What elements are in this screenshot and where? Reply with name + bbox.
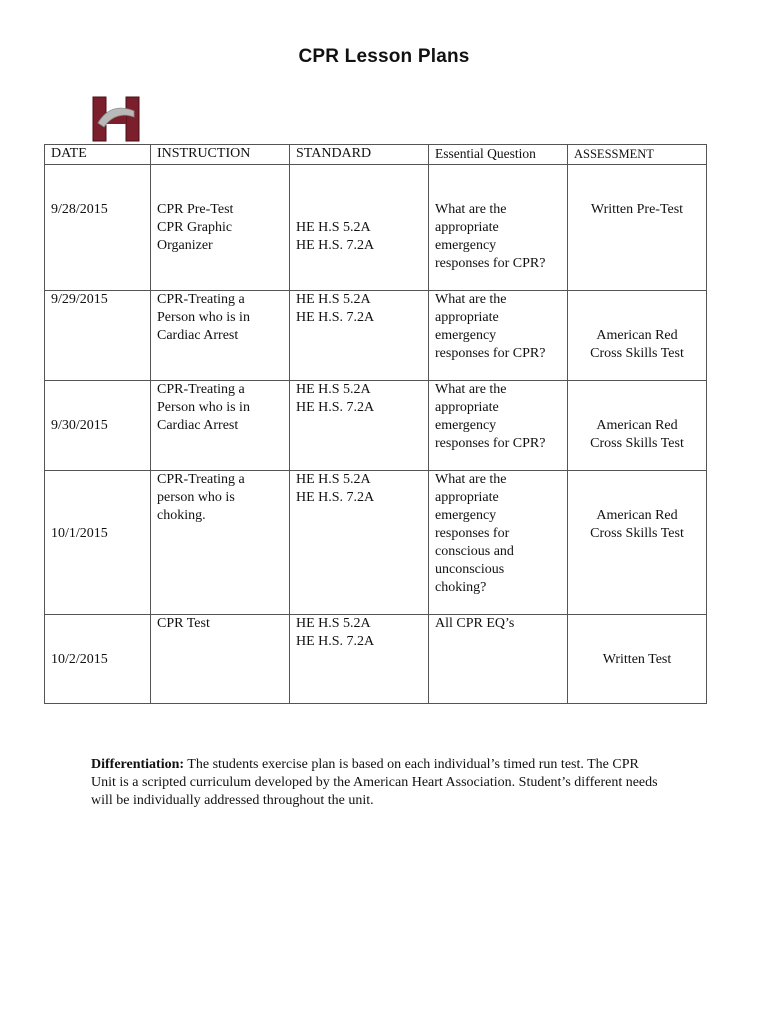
date-cell: 9/30/2015 — [45, 381, 151, 471]
header-standard: STANDARD — [290, 145, 429, 165]
page-title: CPR Lesson Plans — [298, 46, 470, 67]
instruction-cell: CPR-Treating a Person who is in Cardiac Arrest — [151, 291, 290, 381]
question-cell: All CPR EQ’s — [429, 615, 568, 704]
table-header-row — [45, 145, 707, 165]
header-instruction: INSTRUCTION — [151, 145, 290, 165]
standard-cell: HE H.S 5.2A HE H.S. 7.2A — [290, 291, 429, 381]
date-cell: 10/2/2015 — [45, 615, 151, 704]
differentiation-text: The students exercise plan is based on each individual’s timed run test. The CPR Unit is a scripted curriculum developed by the American Heart Association. Student’s different needs will be individually addressed throughout the unit. — [91, 757, 658, 808]
table-row — [45, 165, 707, 291]
date-cell: 9/28/2015 — [45, 165, 151, 291]
header-essential-question: Essential Question — [429, 145, 568, 165]
date-cell: 9/29/2015 — [45, 291, 151, 381]
question-cell: What are the appropriate emergency responses for CPR? — [429, 165, 568, 291]
table-row — [45, 615, 707, 704]
instruction-cell: CPR-Treating a Person who is in Cardiac Arrest — [151, 381, 290, 471]
header-date: DATE — [45, 145, 151, 165]
table-row — [45, 471, 707, 615]
standard-cell: HE H.S 5.2A HE H.S. 7.2A — [290, 615, 429, 704]
table-row — [45, 291, 707, 381]
table-row — [45, 381, 707, 471]
assessment-cell: American Red Cross Skills Test — [568, 381, 707, 471]
instruction-cell: CPR Pre-Test CPR Graphic Organizer — [151, 165, 290, 291]
instruction-cell: CPR-Treating a person who is choking. — [151, 471, 290, 615]
differentiation-paragraph — [91, 756, 666, 810]
standard-cell: HE H.S 5.2A HE H.S. 7.2A — [290, 381, 429, 471]
question-cell: What are the appropriate emergency responses for CPR? — [429, 381, 568, 471]
assessment-cell: Written Test — [568, 615, 707, 704]
assessment-cell: American Red Cross Skills Test — [568, 471, 707, 615]
assessment-cell: American Red Cross Skills Test — [568, 291, 707, 381]
differentiation-label: Differentiation: — [91, 757, 185, 772]
school-logo — [92, 96, 140, 142]
standard-cell: HE H.S 5.2A HE H.S. 7.2A — [290, 165, 429, 291]
question-cell: What are the appropriate emergency responses for conscious and unconscious choking? — [429, 471, 568, 615]
question-cell: What are the appropriate emergency responses for CPR? — [429, 291, 568, 381]
instruction-cell: CPR Test — [151, 615, 290, 704]
standard-cell: HE H.S 5.2A HE H.S. 7.2A — [290, 471, 429, 615]
assessment-cell: Written Pre-Test — [568, 165, 707, 291]
lesson-plan-table — [44, 144, 707, 704]
header-assessment: ASSESSMENT — [568, 145, 707, 165]
date-cell: 10/1/2015 — [45, 471, 151, 615]
